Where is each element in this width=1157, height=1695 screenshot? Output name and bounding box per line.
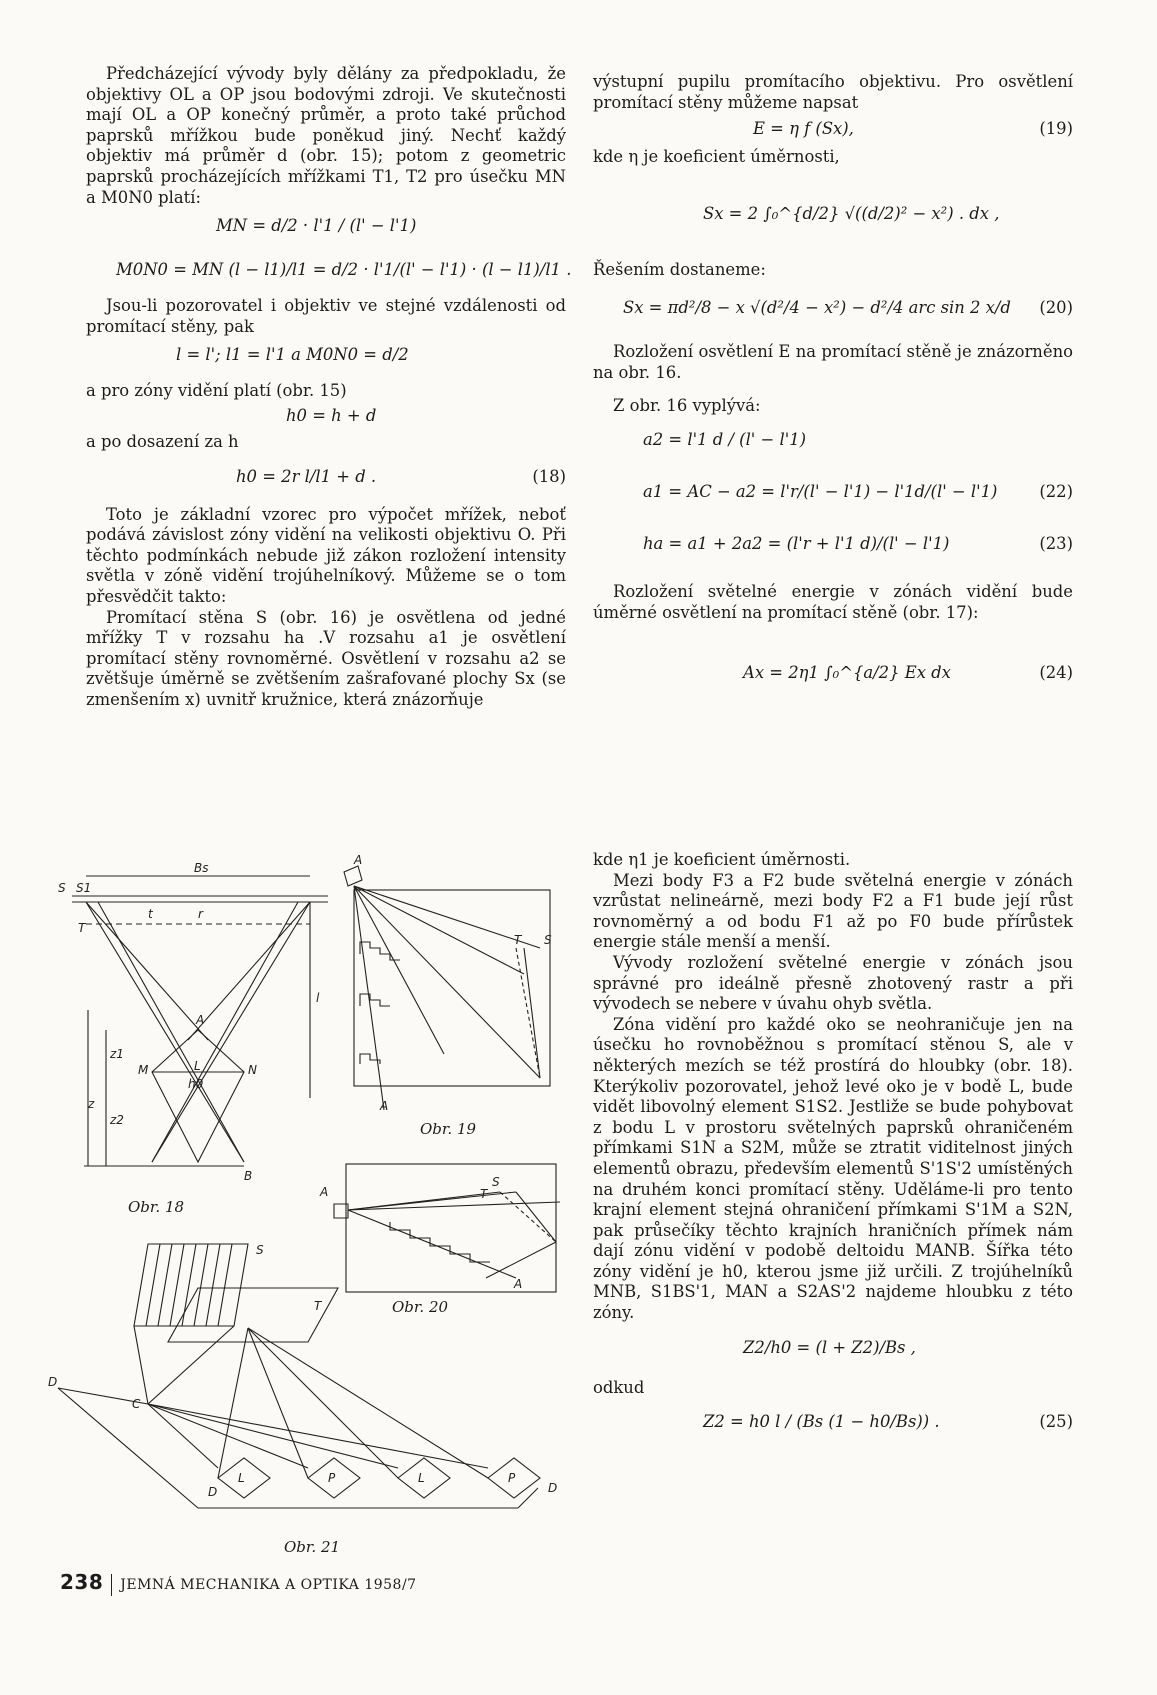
fig18-label: z	[88, 1097, 95, 1111]
figure-20-caption: Obr. 20	[392, 1298, 449, 1316]
fig21-label: C	[132, 1397, 141, 1411]
paragraph: Mezi body F3 a F2 bude světelná energie v zónách vzrůstat nelineárně, mezi body F2 a F1 bude její růst rovnoměrný a od bodu F1 až po F0 bude přírůstek energie stále menší a menší.	[593, 870, 1073, 952]
fig19-label: S	[544, 933, 552, 947]
equation-number: (19)	[1039, 119, 1073, 139]
page-footer	[60, 1570, 417, 1596]
fig18-label: B	[244, 1169, 253, 1183]
figure-19	[344, 853, 562, 1118]
figure-18	[58, 862, 340, 1192]
fig20-label: A	[514, 1277, 523, 1291]
fig20-label: S	[492, 1175, 500, 1189]
fig18-label: S1	[76, 881, 92, 895]
equation-h0: h0 = h + d	[286, 405, 377, 425]
equation	[593, 416, 1073, 468]
figure-21	[48, 1238, 568, 1530]
equation-number: (22)	[1039, 482, 1073, 502]
fig21-label: P	[508, 1471, 516, 1485]
paragraph: Vývody rozložení světelné energie v zónách jsou správné pro ideálně přesně zhotovený rastr a při vývodech se nebere v úvahu ohyb světla.	[593, 952, 1073, 1014]
journal-name: JEMNÁ MECHANIKA A OPTIKA 1958/7	[120, 1577, 417, 1593]
equation	[86, 252, 572, 296]
equation-24: Ax = 2η1 ∫₀^{a/2} Ex dx	[743, 663, 951, 683]
paragraph: kde η je koeficient úměrnosti,	[593, 147, 840, 167]
fig18-label: M	[138, 1063, 149, 1077]
footer-divider	[111, 1574, 112, 1596]
paragraph: Promítací stěna S (obr. 16) je osvětlena od jedné mřížky T v rozsahu ha .V rozsahu a1 je osvětlení promítací stěny rovnoměrné. Osvětlení v rozsahu a2 se zvětšuje úměrně se zvětšením zašrafované plochy Sx (se zmenšením x) uvnitř kružnice, která znázorňuje	[86, 607, 566, 709]
equation	[86, 402, 566, 432]
equation-m0n0: M0N0 = MN (l − l1)/l1 = d/2 · l'1/(l' − l'1) · (l − l1)/l1 .	[116, 260, 572, 280]
fig19-label: T	[514, 933, 522, 947]
equation-z2: Z2/h0 = (l + Z2)/Bs ,	[743, 1337, 916, 1357]
equation	[593, 520, 1073, 572]
equation-number: (18)	[532, 466, 566, 486]
equation-l: l = l'; l1 = l'1 a M0N0 = d/2	[176, 345, 409, 365]
left-column	[86, 64, 572, 710]
paragraph: Rozložení světelné energie v zónách vidění bude úměrné osvětlení na promítací stěně (obr. 17):	[593, 582, 1073, 622]
paragraph: Předcházející vývody byly dělány za předpokladu, že objektivy OL a OP jsou bodovými zdroji. Ve skutečnosti mají OL a OP konečný průměr, a proto také průchod paprsků mřížkou bude poněkud jiný. Nechť každý objektiv má průměr d (obr. 15); potom z geometric paprsků procházejících mřížkami T1, T2 pro úsečku MN a M0N0 platí:	[86, 64, 566, 207]
right-column	[593, 72, 1073, 719]
fig18-label: l	[316, 991, 320, 1005]
fig18-label: A	[196, 1013, 205, 1027]
fig20-label: T	[480, 1187, 488, 1201]
equation-mn: MN = d/2 · l'1 / (l' − l'1)	[216, 216, 417, 236]
equation-22: a1 = AC − a2 = l'r/(l' − l'1) − l'1d/(l' − l'1)	[643, 482, 998, 502]
fig21-label: L	[418, 1471, 425, 1485]
fig18-label: S	[58, 881, 66, 895]
fig18-label: z1	[110, 1047, 124, 1061]
equation-23: ha = a1 + 2a2 = (l'r + l'1 d)/(l' − l'1)	[643, 534, 950, 554]
paragraph: a po dosazení za h	[86, 431, 239, 451]
equation-number: (20)	[1039, 298, 1073, 318]
equation	[593, 1324, 1073, 1378]
paragraph: Toto je základní vzorec pro výpočet mřížek, neboť podává závislost zóny vidění na velikosti objektivu O. Při těchto podmínkách nebude již zákon rozložení intensity světla v zóně vidění trojúhelníkový. Můžeme se o tom přesvědčit takto:	[86, 504, 566, 606]
fig21-label: D	[548, 1481, 558, 1495]
equation-sx: Sx = 2 ∫₀^{d/2} √((d/2)² − x²) . dx ,	[703, 203, 1000, 223]
paragraph: Zóna vidění pro každé oko se neohraničuje jen na úsečku ho rovnoběžnou s promítací stěnou S, ale v některých mezích se též prostírá do hloubky (obr. 18). Kterýkoliv pozorovatel, jehož levé oko je v bodě L, bude vidět libovolný element S1S2. Jestliže se bude pohybovat z bodu L v prostoru světelných paprsků ohraničeném přímkami S1N a S2M, může se ztratit viditelnost jiných elementů obrazu, především elementů S'1S'2 umístěných na druhém konci promítací stěny. Uděláme-li pro tento krajní element stejná ohraničení přímkami S'1M a S2N, pak průsečíky těchto krajních hraničních přímek nám dají zónu vidění v podobě deltoidu MANB. Šířka této zóny vidění je h0, kterou jsme již určili. Z trojúhelníků MNB, S1BS'1, MAN a S2AS'2 najdeme hloubku z této zóny.	[593, 1014, 1073, 1323]
equation-18: h0 = 2r l/l1 + d .	[236, 466, 377, 486]
paragraph: Jsou-li pozorovatel i objektiv ve stejné vzdálenosti od promítací stěny, pak	[86, 296, 566, 336]
fig20-label: A	[320, 1185, 329, 1199]
figure-18-caption: Obr. 18	[128, 1198, 185, 1216]
equation-19: E = η f (Sx),	[753, 119, 854, 139]
equation	[593, 113, 1073, 147]
fig21-label: P	[328, 1471, 336, 1485]
fig18-label: z2	[110, 1113, 124, 1127]
figure-19-caption: Obr. 19	[420, 1120, 477, 1138]
equation-number: (24)	[1039, 663, 1073, 683]
fig18-label: T	[78, 921, 86, 935]
fig19-label: A	[354, 853, 363, 867]
fig18-label: r	[198, 907, 203, 921]
equation	[593, 468, 1073, 520]
fig21-label: D	[208, 1485, 218, 1499]
paragraph: odkud	[593, 1377, 645, 1397]
paragraph: výstupní pupilu promítacího objektivu. Pro osvětlení promítací stěny můžeme napsat	[593, 72, 1073, 112]
fig21-label: S	[256, 1243, 264, 1257]
fig21-label: L	[238, 1471, 245, 1485]
fig21-label: D	[48, 1375, 58, 1389]
fig19-label: A	[380, 1099, 389, 1113]
paragraph: Řešením dostaneme:	[593, 259, 766, 279]
figure-21-caption: Obr. 21	[284, 1538, 341, 1556]
paragraph: Z obr. 16 vyplývá:	[613, 395, 761, 415]
equation	[86, 208, 566, 252]
fig18-label: N	[248, 1063, 257, 1077]
equation-20: Sx = πd²/8 − x √(d²/4 − x²) − d²/4 arc sin 2 x/d	[623, 298, 1011, 318]
equation-a2: a2 = l'1 d / (l' − l'1)	[643, 430, 807, 450]
fig21-label: T	[314, 1299, 322, 1313]
page-number: 238	[60, 1570, 104, 1594]
equation-number: (25)	[1039, 1412, 1073, 1432]
fig18-label: L	[194, 1059, 201, 1073]
equation	[86, 337, 566, 381]
equation	[593, 1398, 1073, 1458]
fig18-label: Bs	[194, 861, 209, 875]
equation	[593, 280, 1073, 342]
paragraph: a pro zóny vidění platí (obr. 15)	[86, 381, 347, 401]
equation-25: Z2 = h0 l / (Bs (1 − h0/Bs)) .	[703, 1412, 940, 1432]
equation	[593, 623, 1073, 719]
fig18-label: t	[148, 907, 153, 921]
equation-number: (23)	[1039, 534, 1073, 554]
fig18-label: h0	[188, 1077, 204, 1091]
equation	[86, 453, 566, 505]
right-column-lower	[593, 850, 1073, 1458]
equation	[593, 168, 1073, 260]
paragraph: kde η1 je koeficient úměrnosti.	[593, 850, 851, 869]
paragraph: Rozložení osvětlení E na promítací stěně je znázorněno na obr. 16.	[593, 342, 1073, 382]
